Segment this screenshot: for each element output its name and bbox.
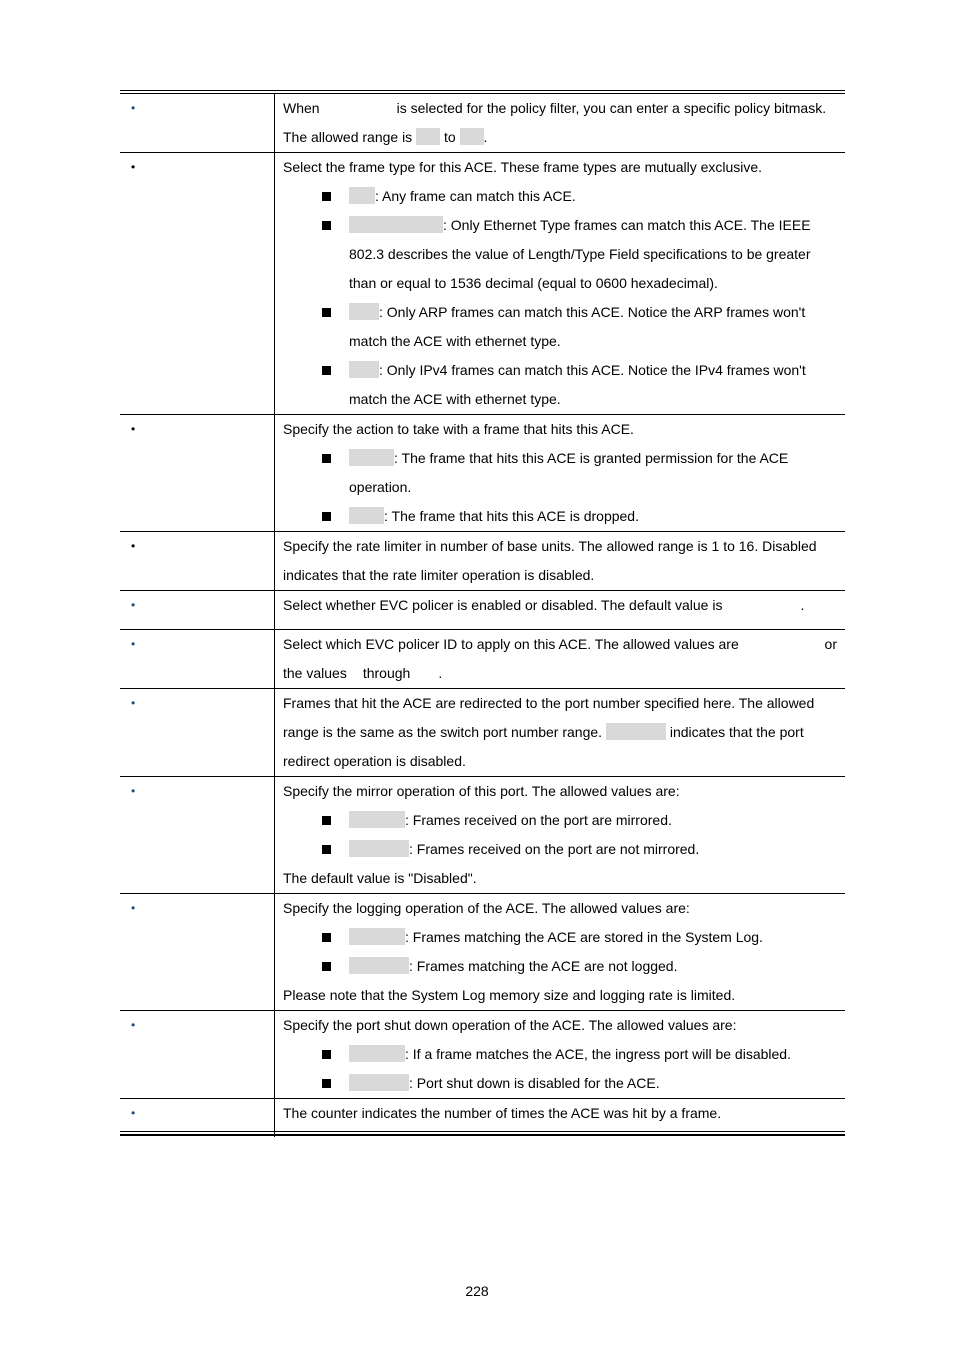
- list-item-continuation: match the ACE with ethernet type.: [349, 391, 561, 407]
- value-highlight: [349, 361, 379, 378]
- description-line: the values through .: [283, 665, 443, 681]
- list-item: : Only IPv4 frames can match this ACE. Notice the IPv4 frames won't: [283, 356, 837, 385]
- value-highlight: [349, 928, 405, 945]
- description-line: When is selected for the policy filter, you can enter a specific policy bitmask.: [283, 100, 827, 116]
- square-bullet-icon: [322, 366, 331, 375]
- table-bottom-rule: [120, 1131, 845, 1132]
- value-highlight: [349, 507, 384, 524]
- description-line: Specify the rate limiter in number of base units. The allowed range is 1 to 16. Disabled: [283, 538, 817, 554]
- list-item-continuation: 802.3 describes the value of Length/Type Field specifications to be greater: [349, 246, 811, 262]
- parameter-cell: [120, 630, 275, 688]
- table-bottom-rule-outer: [120, 1134, 845, 1136]
- square-bullet-icon: [322, 512, 331, 521]
- square-bullet-icon: [322, 308, 331, 317]
- bullet-marker: •: [131, 696, 136, 710]
- bullet-marker: •: [131, 422, 136, 436]
- parameter-table: [120, 94, 845, 1137]
- description-line: Specify the port shut down operation of the ACE. The allowed values are:: [283, 1017, 737, 1033]
- parameter-cell: [120, 689, 275, 776]
- bullet-marker: •: [131, 539, 136, 553]
- description-line: The default value is "Disabled".: [283, 870, 477, 886]
- list-item: : Any frame can match this ACE.: [283, 182, 837, 211]
- bullet-marker: •: [131, 784, 136, 798]
- value-highlight: [349, 811, 405, 828]
- table-top-rule: [120, 90, 845, 91]
- value-highlight: [349, 1074, 409, 1091]
- parameter-cell: [120, 591, 275, 629]
- description-line: The allowed range is to .: [283, 129, 488, 145]
- table-row: [120, 591, 845, 630]
- bullet-marker: •: [131, 598, 136, 612]
- description-line: Frames that hit the ACE are redirected to the port number specified here. The allowed: [283, 695, 815, 711]
- table-row: [120, 415, 845, 532]
- description-cell: [275, 532, 845, 590]
- description-line: Specify the action to take with a frame that hits this ACE.: [283, 421, 634, 437]
- square-bullet-icon: [322, 454, 331, 463]
- square-bullet-icon: [322, 221, 331, 230]
- parameter-cell: [120, 894, 275, 1010]
- list-item: : Frames matching the ACE are stored in the System Log.: [283, 923, 837, 952]
- bullet-marker: •: [131, 160, 136, 174]
- description-cell: [275, 591, 845, 629]
- description-line: The counter indicates the number of times the ACE was hit by a frame.: [283, 1105, 722, 1121]
- bullet-marker: •: [131, 901, 136, 915]
- list-item: : Only ARP frames can match this ACE. Notice the ARP frames won't: [283, 298, 837, 327]
- description-cell: [275, 1011, 845, 1098]
- description-line: Please note that the System Log memory size and logging rate is limited.: [283, 987, 736, 1003]
- description-line: redirect operation is disabled.: [283, 753, 466, 769]
- value-highlight: [349, 1045, 405, 1062]
- table-row: [120, 94, 845, 153]
- description-cell: [275, 689, 845, 776]
- list-item: : Frames received on the port are mirrored.: [283, 806, 837, 835]
- value-highlight: [349, 216, 443, 233]
- list-item: : Frames received on the port are not mirrored.: [283, 835, 837, 864]
- list-item: : The frame that hits this ACE is dropped.: [283, 502, 837, 531]
- value-highlight: [460, 128, 484, 145]
- page-number: 228: [465, 1283, 489, 1299]
- bullet-marker: •: [131, 101, 136, 115]
- value-highlight: [416, 128, 440, 145]
- bullet-marker: •: [131, 1018, 136, 1032]
- description-line: range is the same as the switch port number range. indicates that the port: [283, 724, 804, 740]
- description-cell: [275, 94, 845, 152]
- description-line: Select whether EVC policer is enabled or disabled. The default value is .: [283, 597, 805, 613]
- description-cell: [275, 777, 845, 893]
- description-cell: [275, 894, 845, 1010]
- description-cell: [275, 415, 845, 531]
- list-item-continuation: than or equal to 1536 decimal (equal to 0600 hexadecimal).: [349, 275, 718, 291]
- description-cell: [275, 630, 845, 688]
- parameter-cell: [120, 777, 275, 893]
- parameter-cell: [120, 1011, 275, 1098]
- description-cell: [275, 153, 845, 414]
- list-item: : If a frame matches the ACE, the ingress port will be disabled.: [283, 1040, 837, 1069]
- description-line: Select the frame type for this ACE. These frame types are mutually exclusive.: [283, 159, 763, 175]
- square-bullet-icon: [322, 962, 331, 971]
- square-bullet-icon: [322, 845, 331, 854]
- bullet-marker: •: [131, 637, 136, 651]
- parameter-cell: [120, 415, 275, 531]
- parameter-cell: [120, 94, 275, 152]
- value-highlight: [349, 957, 409, 974]
- square-bullet-icon: [322, 1079, 331, 1088]
- description-line: Specify the logging operation of the ACE. The allowed values are:: [283, 900, 690, 916]
- table-row: [120, 777, 845, 894]
- list-item: : Port shut down is disabled for the ACE.: [283, 1069, 837, 1098]
- description-line: Select which EVC policer ID to apply on this ACE. The allowed values are or: [283, 636, 837, 652]
- table-row: [120, 630, 845, 689]
- table-row: [120, 532, 845, 591]
- value-highlight: [349, 303, 379, 320]
- square-bullet-icon: [322, 933, 331, 942]
- parameter-cell: [120, 153, 275, 414]
- list-item-continuation: operation.: [349, 479, 412, 495]
- table-row: [120, 689, 845, 777]
- value-highlight: [606, 723, 666, 740]
- list-item: : Frames matching the ACE are not logged.: [283, 952, 837, 981]
- parameter-cell: [120, 532, 275, 590]
- square-bullet-icon: [322, 192, 331, 201]
- value-highlight: [349, 449, 394, 466]
- square-bullet-icon: [322, 1050, 331, 1059]
- value-highlight: [349, 840, 409, 857]
- list-item-continuation: match the ACE with ethernet type.: [349, 333, 561, 349]
- table-row: [120, 153, 845, 415]
- list-item: : Only Ethernet Type frames can match this ACE. The IEEE: [283, 211, 837, 240]
- description-line: indicates that the rate limiter operation is disabled.: [283, 567, 595, 583]
- description-line: Specify the mirror operation of this port. The allowed values are:: [283, 783, 680, 799]
- bullet-marker: •: [131, 1106, 136, 1120]
- list-item: : The frame that hits this ACE is granted permission for the ACE: [283, 444, 837, 473]
- square-bullet-icon: [322, 816, 331, 825]
- table-row: [120, 894, 845, 1011]
- value-highlight: [349, 187, 375, 204]
- table-row: [120, 1011, 845, 1099]
